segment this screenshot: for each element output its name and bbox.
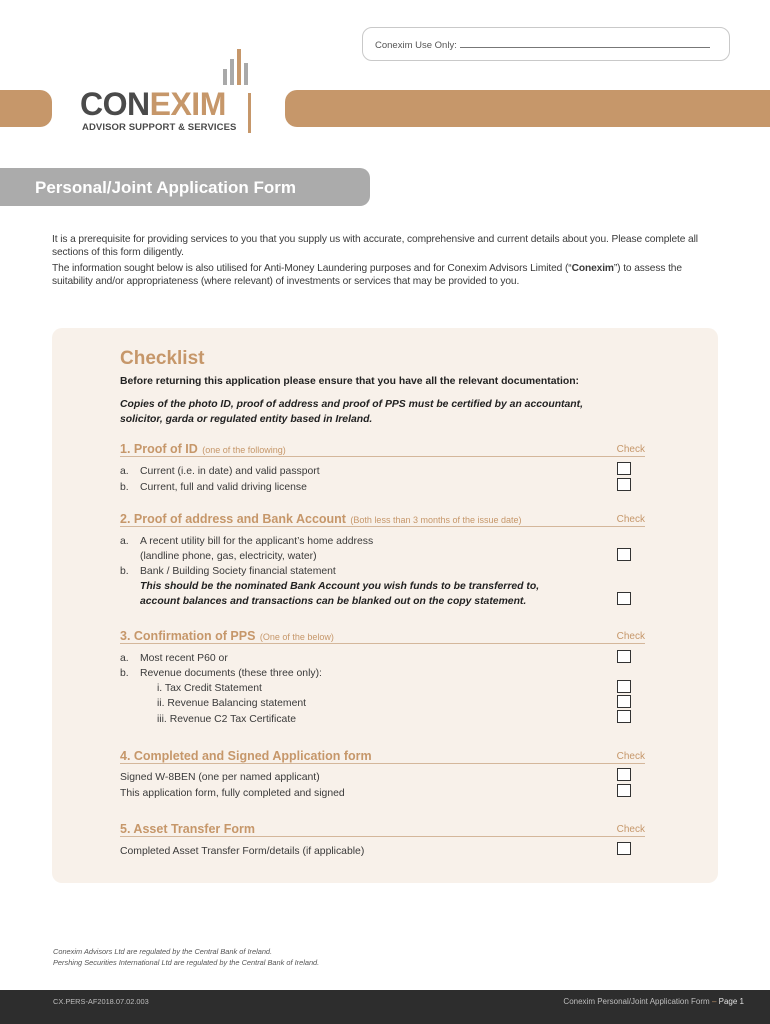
list-item: ii. Revenue Balancing statement — [157, 698, 307, 709]
list-item: Signed W-8BEN (one per named applicant) — [120, 772, 320, 783]
list-item: This should be the nominated Bank Account you wish funds to be transferred to, — [140, 581, 540, 592]
list-item: account balances and transactions can be blanked out on the copy statement. — [140, 596, 527, 607]
regulatory-footnote: Conexim Advisors Ltd are regulated by the Central Bank of Ireland. Pershing Securities International Ltd are regulated by the Central Bank of Ireland. — [53, 947, 320, 967]
intro-paragraph-1: It is a prerequisite for providing services to you that you supply us with accurate, comprehensive and current details about you. Please complete all sections of this form diligently. — [52, 234, 698, 258]
section-signed-application: 4. Completed and Signed Application form Check — [120, 749, 645, 763]
use-only-label: Conexim Use Only: — [375, 40, 457, 51]
checkbox-driving-license[interactable] — [617, 478, 631, 491]
document-reference: CX.PERS-AF2018.07.02.003 — [53, 997, 149, 1006]
checkbox-asset-transfer[interactable] — [617, 842, 631, 855]
checkbox-application-form[interactable] — [617, 784, 631, 797]
checkbox-passport[interactable] — [617, 462, 631, 475]
checkbox-p60[interactable] — [617, 650, 631, 663]
intro-paragraph-2: The information sought below is also utilised for Anti-Money Laundering purposes and for Conexim Advisors Limited (“Conexim”) to assess the suitability and/or appropriateness (where relevant) of investments or services that may be provided to you. — [52, 263, 682, 287]
list-item: b. Revenue documents (these three only): — [120, 668, 322, 679]
list-item: Completed Asset Transfer Form/details (if applicable) — [120, 846, 365, 857]
header-band-left — [0, 90, 52, 127]
logo-mark-icon — [223, 45, 253, 89]
list-item: b. Bank / Building Society financial statement — [120, 566, 336, 577]
checklist-certification-note: Copies of the photo ID, proof of address and proof of PPS must be certified by an accountant, solicitor, garda or regulated entity based in Ireland. — [120, 399, 583, 425]
list-item: b. Current, full and valid driving license — [120, 482, 307, 493]
list-item: a. Current (i.e. in date) and valid passport — [120, 466, 320, 477]
conexim-use-only-field[interactable] — [362, 27, 730, 61]
check-column-label: Check — [616, 631, 645, 642]
checklist-title: Checklist — [120, 348, 205, 369]
list-item: a. Most recent P60 or — [120, 653, 228, 664]
checkbox-tax-credit-statement[interactable] — [617, 680, 631, 693]
checkbox-bank-statement[interactable] — [617, 592, 631, 605]
list-item: iii. Revenue C2 Tax Certificate — [157, 714, 296, 725]
section-asset-transfer: 5. Asset Transfer Form Check — [120, 822, 645, 836]
list-item: a. A recent utility bill for the applicant’s home address — [120, 536, 374, 547]
intro-text — [52, 233, 724, 291]
logo-bar — [248, 93, 251, 133]
checkbox-revenue-balancing[interactable] — [617, 695, 631, 708]
page-footer — [0, 990, 770, 1024]
checkbox-w8ben[interactable] — [617, 768, 631, 781]
list-item: (landline phone, gas, electricity, water) — [140, 551, 317, 562]
list-item: i. Tax Credit Statement — [157, 683, 262, 694]
section-proof-of-id: 1. Proof of ID (one of the following) Check — [120, 442, 645, 456]
conexim-logo — [80, 45, 280, 135]
checkbox-revenue-c2[interactable] — [617, 710, 631, 723]
page-indicator: Conexim Personal/Joint Application Form – Page 1 — [563, 997, 744, 1006]
section-proof-of-address: 2. Proof of address and Bank Account (Both less than 3 months of the issue date) Check — [120, 512, 645, 526]
check-column-label: Check — [616, 514, 645, 525]
checklist-panel — [52, 328, 718, 883]
use-only-line — [460, 39, 710, 48]
check-column-label: Check — [616, 751, 645, 762]
check-column-label: Check — [616, 824, 645, 835]
check-column-label: Check — [616, 444, 645, 455]
logo-wordmark: CONEXIM — [80, 86, 226, 122]
section-confirmation-of-pps: 3. Confirmation of PPS (One of the below) Check — [120, 629, 645, 643]
checkbox-utility-bill[interactable] — [617, 548, 631, 561]
checklist-subtitle: Before returning this application please ensure that you have all the relevant documentation: — [120, 376, 580, 387]
logo-subtitle: ADVISOR SUPPORT & SERVICES — [82, 122, 237, 133]
header-band-right — [285, 90, 770, 127]
list-item: This application form, fully completed and signed — [120, 788, 345, 799]
page-title: Personal/Joint Application Form — [0, 168, 370, 206]
